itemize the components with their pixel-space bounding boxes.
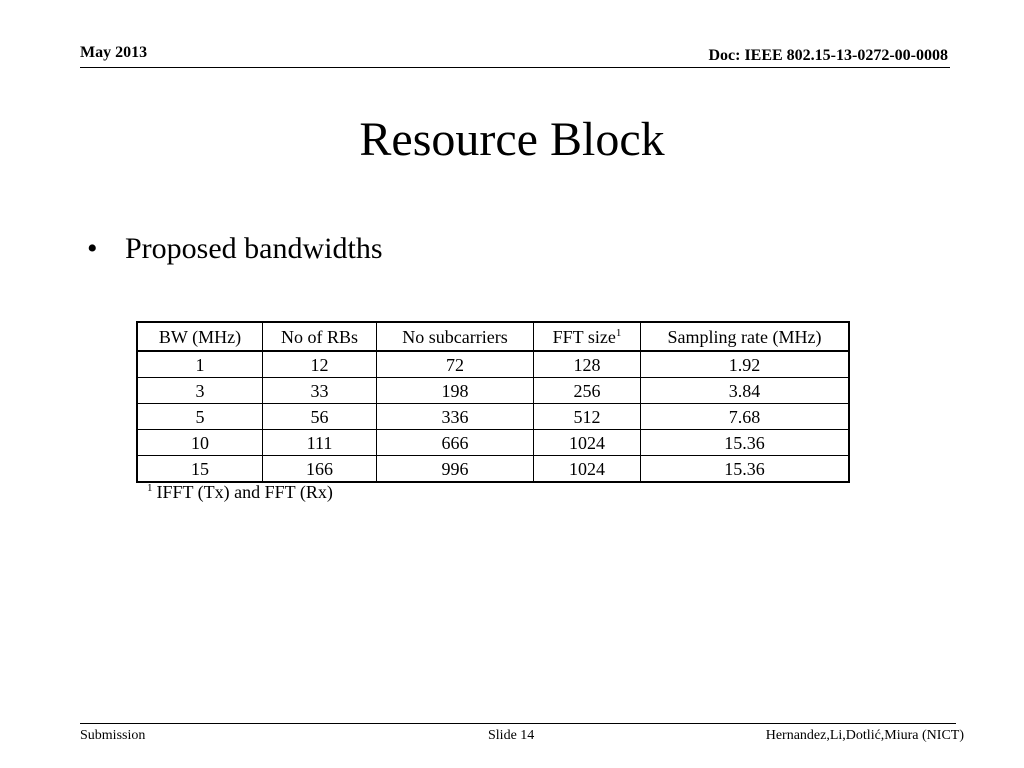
table-row [137, 404, 849, 430]
table-footnote [147, 482, 333, 503]
table-cell: 1024 [534, 456, 641, 483]
fft-header-label: FFT size [552, 326, 616, 347]
footer-authors: Hernandez,Li,Dotlić,Miura (NICT) [765, 728, 964, 743]
bullet-icon: • [87, 232, 98, 265]
footer-submission: Submission [80, 728, 146, 743]
header-doc-id: Doc: IEEE 802.15-13-0272-00-0008 [708, 47, 948, 64]
table-cell: 15.36 [641, 430, 850, 456]
table-cell: 56 [263, 404, 377, 430]
table-cell: 198 [377, 378, 534, 404]
table-cell: 3 [137, 378, 263, 404]
table-cell: 1.92 [641, 351, 850, 378]
table-row [137, 430, 849, 456]
footnote-marker: 1 [147, 482, 153, 494]
slide-title: Resource Block [359, 113, 665, 166]
table-cell: 5 [137, 404, 263, 430]
table-cell: 166 [263, 456, 377, 483]
column-header-sampling-rate: Sampling rate (MHz) [641, 322, 850, 351]
header-divider [80, 67, 950, 68]
table-row [137, 378, 849, 404]
table-cell: 996 [377, 456, 534, 483]
table-cell: 512 [534, 404, 641, 430]
table-cell: 111 [263, 430, 377, 456]
table-cell: 15 [137, 456, 263, 483]
table-cell: 3.84 [641, 378, 850, 404]
column-header-rbs: No of RBs [263, 322, 377, 351]
table-cell: 33 [263, 378, 377, 404]
table-header-row [137, 322, 849, 351]
table-cell: 1024 [534, 430, 641, 456]
table-cell: 336 [377, 404, 534, 430]
header-date: May 2013 [80, 44, 148, 61]
table-cell: 15.36 [641, 456, 850, 483]
bullet-item [87, 230, 383, 268]
table-cell: 72 [377, 351, 534, 378]
table-row [137, 456, 849, 483]
table-cell: 12 [263, 351, 377, 378]
table-cell: 1 [137, 351, 263, 378]
bullet-text: Proposed bandwidths [125, 232, 383, 265]
column-header-subcarriers: No subcarriers [377, 322, 534, 351]
column-header-fft [534, 322, 641, 351]
table-cell: 7.68 [641, 404, 850, 430]
table-cell: 128 [534, 351, 641, 378]
table-cell: 666 [377, 430, 534, 456]
footer-slide-number: Slide 14 [488, 728, 535, 743]
footnote-text: IFFT (Tx) and FFT (Rx) [156, 482, 333, 502]
footer-divider [80, 723, 956, 724]
table-cell: 256 [534, 378, 641, 404]
fft-footnote-marker: 1 [615, 326, 622, 339]
table-cell: 10 [137, 430, 263, 456]
table-row [137, 351, 849, 378]
bandwidth-table [136, 321, 850, 483]
column-header-bw: BW (MHz) [137, 322, 263, 351]
